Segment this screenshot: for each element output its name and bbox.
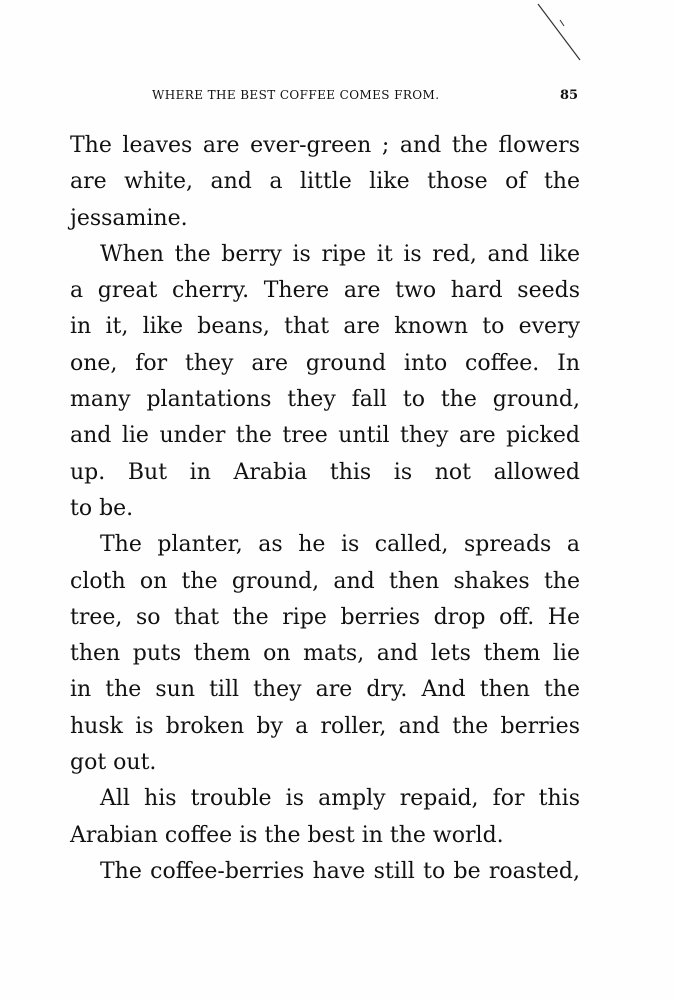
text-line: a great cherry. There are two hard seeds (70, 278, 580, 304)
text-line: cloth on the ground, and then shakes the (70, 568, 580, 594)
text-line: in it, like beans, that are known to every (70, 314, 580, 340)
text-line: Arabian coffee is the best in the world. (70, 822, 504, 848)
text-line: in the sun till they are dry. And then the (70, 677, 580, 703)
text-line: The leaves are ever-green ; and the flowers (70, 133, 580, 158)
paragraph (70, 237, 580, 527)
text-line: The coffee-berries have still to be roasted, (100, 858, 580, 884)
text-line: jessamine. (70, 205, 188, 231)
text-line: The planter, as he is called, spreads a (100, 532, 580, 558)
paragraph (70, 854, 580, 890)
text-line: up. But in Arabia this is not allowed (70, 459, 580, 485)
paragraph (70, 781, 580, 854)
text-line: then puts them on mats, and lets them lie (70, 641, 580, 667)
text-line: got out. (70, 750, 157, 776)
body-text (70, 128, 580, 890)
text-line: All his trouble is amply repaid, for this (100, 786, 580, 812)
text-line: and lie under the tree until they are picked (70, 423, 580, 449)
text-line: many plantations they fall to the ground, (70, 387, 580, 413)
text-line: husk is broken by a roller, and the berries (70, 713, 580, 739)
text-line: When the berry is ripe it is red, and like (100, 241, 580, 267)
paragraph (70, 527, 580, 781)
text-line: tree, so that the ripe berries drop off. He (70, 604, 580, 630)
running-head-title: WHERE THE BEST COFFEE COMES FROM. (152, 88, 440, 102)
text-line: one, for they are ground into coffee. In (70, 350, 580, 376)
text-line: to be. (70, 495, 134, 521)
page-corner-crease-mark (520, 0, 620, 80)
text-line: are white, and a little like those of the (70, 169, 580, 195)
paragraph (70, 128, 580, 237)
page-number: 85 (560, 88, 579, 103)
